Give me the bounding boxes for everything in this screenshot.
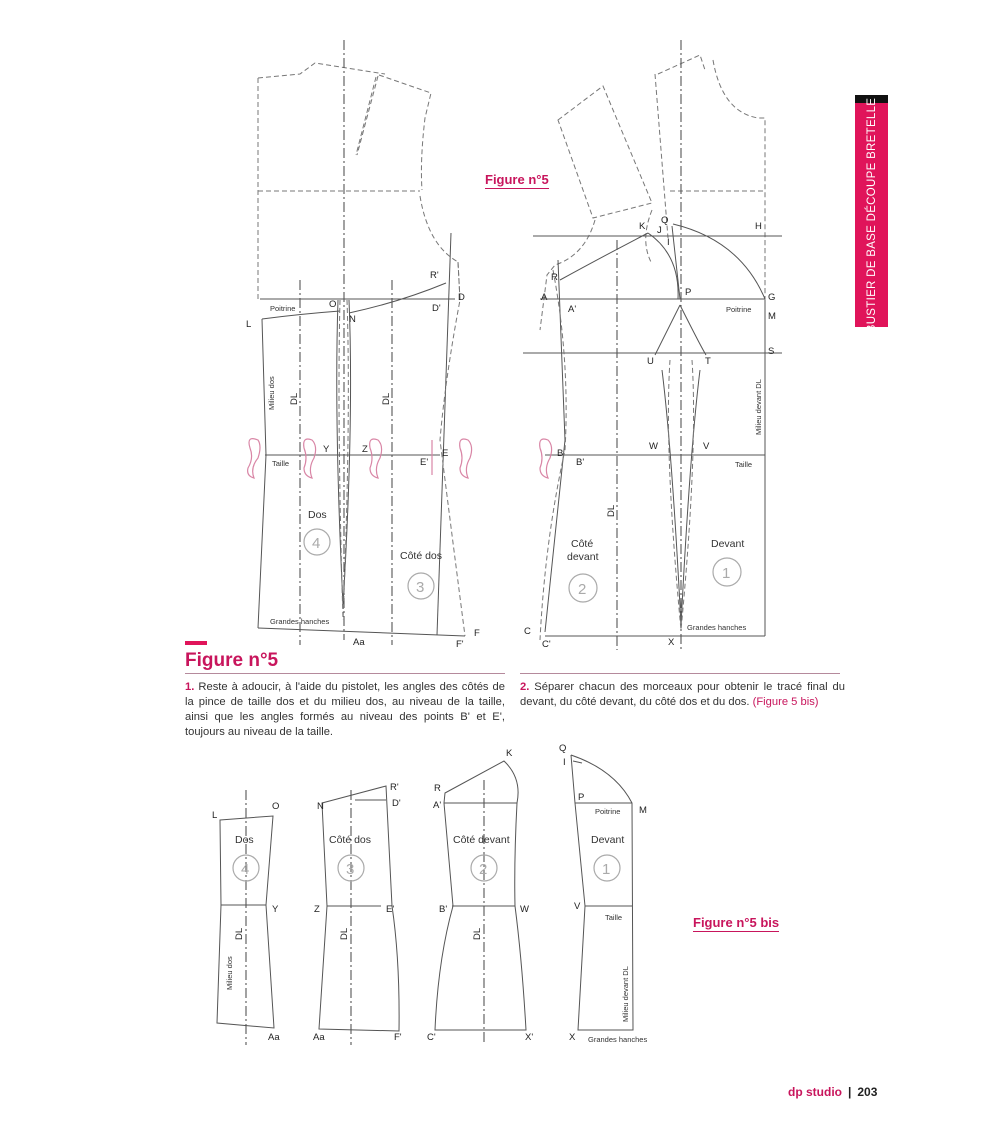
point-n: N [349, 314, 356, 325]
point-d-prime: D' [432, 303, 441, 314]
bis-point-n: N [317, 801, 324, 812]
bis-point-a-prime: A' [433, 800, 442, 811]
bis-label-milieu-devant: Milieu devant DL [621, 966, 630, 1022]
point-k: K [639, 221, 646, 232]
piece-number-3: 3 [416, 579, 425, 596]
bis-point-e-prime: E' [386, 904, 395, 915]
bis-point-d-prime: D' [392, 798, 401, 809]
point-c-prime: C' [542, 639, 551, 650]
section-title: Figure n°5 [185, 650, 279, 671]
bis-cote-devant-piece [435, 761, 526, 1045]
label-dos: Dos [308, 509, 327, 521]
bis-point-l: L [212, 810, 218, 821]
bis-label-devant: Devant [591, 834, 625, 846]
label-milieu-devant: Milieu devant DL [754, 379, 763, 435]
label-dl-back-1: DL [289, 392, 300, 405]
label-poitrine-back: Poitrine [270, 304, 296, 313]
section-accent-bar [185, 641, 207, 645]
label-cote-dos: Côté dos [400, 550, 443, 562]
point-f-prime: F' [456, 639, 464, 650]
label-milieu-dos: Milieu dos [267, 376, 276, 410]
point-p: P [685, 287, 692, 298]
point-c: C [524, 626, 531, 637]
point-a: A [541, 292, 548, 303]
label-devant: Devant [711, 538, 745, 550]
label-cote-devant-2: devant [567, 551, 599, 563]
bis-number-2: 2 [479, 861, 488, 878]
label-dl-front: DL [606, 504, 617, 517]
point-b-prime: B' [576, 457, 585, 468]
point-l: L [246, 319, 252, 330]
step-2-text: Séparer chacun des morceaux pour obtenir le tracé final du devant, du côté devant, du côté dos et du dos. [520, 681, 846, 708]
bis-point-x: X [569, 1032, 576, 1043]
point-r: R [551, 272, 558, 283]
bis-point-k: K [506, 748, 513, 759]
point-r-prime: R' [430, 270, 439, 281]
step-2-figure-ref: (Figure 5 bis) [752, 696, 819, 708]
point-e-prime: E' [420, 457, 429, 468]
point-m: M [768, 311, 776, 322]
point-u: U [647, 356, 654, 367]
piece-number-4: 4 [312, 535, 321, 552]
bis-cote-dos-piece [319, 786, 399, 1045]
point-h: H [755, 221, 762, 232]
bis-point-p: P [578, 792, 585, 803]
bis-point-r: R [434, 783, 441, 794]
point-a-prime: A' [568, 304, 577, 315]
bis-number-3: 3 [346, 861, 355, 878]
page-footer [788, 1085, 877, 1099]
bis-point-aa-dos: Aa [268, 1032, 280, 1043]
bis-dos-piece [217, 790, 274, 1045]
bis-label-grandes-hanches: Grandes hanches [588, 1035, 648, 1044]
point-x: X [668, 637, 675, 648]
bis-point-o: O [272, 801, 280, 812]
label-dl-back-2: DL [381, 392, 392, 405]
footer-separator: | [848, 1085, 852, 1099]
point-s: S [768, 346, 775, 357]
bis-dl-cote-devant: DL [472, 927, 483, 940]
bis-point-f-prime: F' [394, 1032, 402, 1043]
bis-point-w: W [520, 904, 529, 915]
footer-brand: dp studio [788, 1085, 842, 1099]
point-g: G [768, 292, 776, 303]
bis-dl-cote-dos: DL [339, 927, 350, 940]
point-f: F [474, 628, 480, 639]
step-2-paragraph [520, 680, 845, 710]
section-rule-right [520, 673, 840, 674]
bis-number-1: 1 [602, 861, 611, 878]
figure-5-caption: Figure n°5 [485, 172, 549, 187]
step-1-number: 1. [185, 681, 195, 693]
label-poitrine-front: Poitrine [726, 305, 752, 314]
label-cote-devant-1: Côté [571, 538, 594, 550]
point-z: Z [362, 444, 368, 455]
bis-point-aa-cote: Aa [313, 1032, 325, 1043]
point-e: E [442, 448, 449, 459]
bis-point-i: I [563, 757, 566, 768]
bis-point-z: Z [314, 904, 320, 915]
bis-label-taille: Taille [605, 913, 623, 922]
point-j: J [657, 225, 662, 236]
point-w: W [649, 441, 658, 452]
point-b: B [557, 448, 564, 459]
bis-point-c-prime: C' [427, 1032, 436, 1043]
page-number: 203 [857, 1085, 878, 1099]
bis-dl-dos: DL [234, 927, 245, 940]
bis-point-m: M [639, 805, 647, 816]
bis-point-x-prime: X' [525, 1032, 534, 1043]
piece-number-2: 2 [578, 581, 587, 598]
bis-number-4: 4 [241, 861, 250, 878]
bis-label-cote-devant: Côté devant [453, 834, 510, 846]
piece-number-1: 1 [722, 565, 731, 582]
label-taille-back: Taille [272, 459, 290, 468]
point-y: Y [323, 444, 330, 455]
label-grandes-hanches-back: Grandes hanches [270, 617, 330, 626]
point-v: V [703, 441, 710, 452]
section-rule-left [185, 673, 505, 674]
bis-label-cote-dos: Côté dos [329, 834, 372, 846]
point-aa: Aa [353, 637, 365, 648]
chapter-title: BUSTIER DE BASE DÉCOUPE BRETELLE [865, 97, 878, 333]
figure-5-bis-caption: Figure n°5 bis [693, 915, 780, 930]
label-grandes-hanches-front: Grandes hanches [687, 623, 747, 632]
chapter-side-tab [855, 95, 888, 333]
bis-point-y: Y [272, 904, 279, 915]
bis-point-b-prime: B' [439, 904, 448, 915]
point-i: I [667, 237, 670, 248]
bis-label-poitrine: Poitrine [595, 807, 621, 816]
bis-milieu-dos: Milieu dos [225, 956, 234, 990]
bis-point-r-prime: R' [390, 782, 399, 793]
bis-point-q: Q [559, 743, 567, 754]
point-o: O [329, 299, 337, 310]
bis-label-dos: Dos [235, 834, 254, 846]
label-taille-front: Taille [735, 460, 753, 469]
front-pattern-diagram [523, 40, 782, 650]
step-1-paragraph [185, 680, 505, 740]
point-d: D [458, 292, 465, 303]
point-t: T [705, 356, 711, 367]
bis-point-v: V [574, 901, 581, 912]
step-2-number: 2. [520, 681, 530, 693]
step-1-text: Reste à adoucir, à l'aide du pistolet, les angles des côtés de la pince de taille dos et du milieu dos, au niveau de la taille, ainsi que les angles formés au niveau des points B' et E', toujours au niveau de la taille. [185, 681, 505, 738]
point-q: Q [661, 215, 669, 226]
